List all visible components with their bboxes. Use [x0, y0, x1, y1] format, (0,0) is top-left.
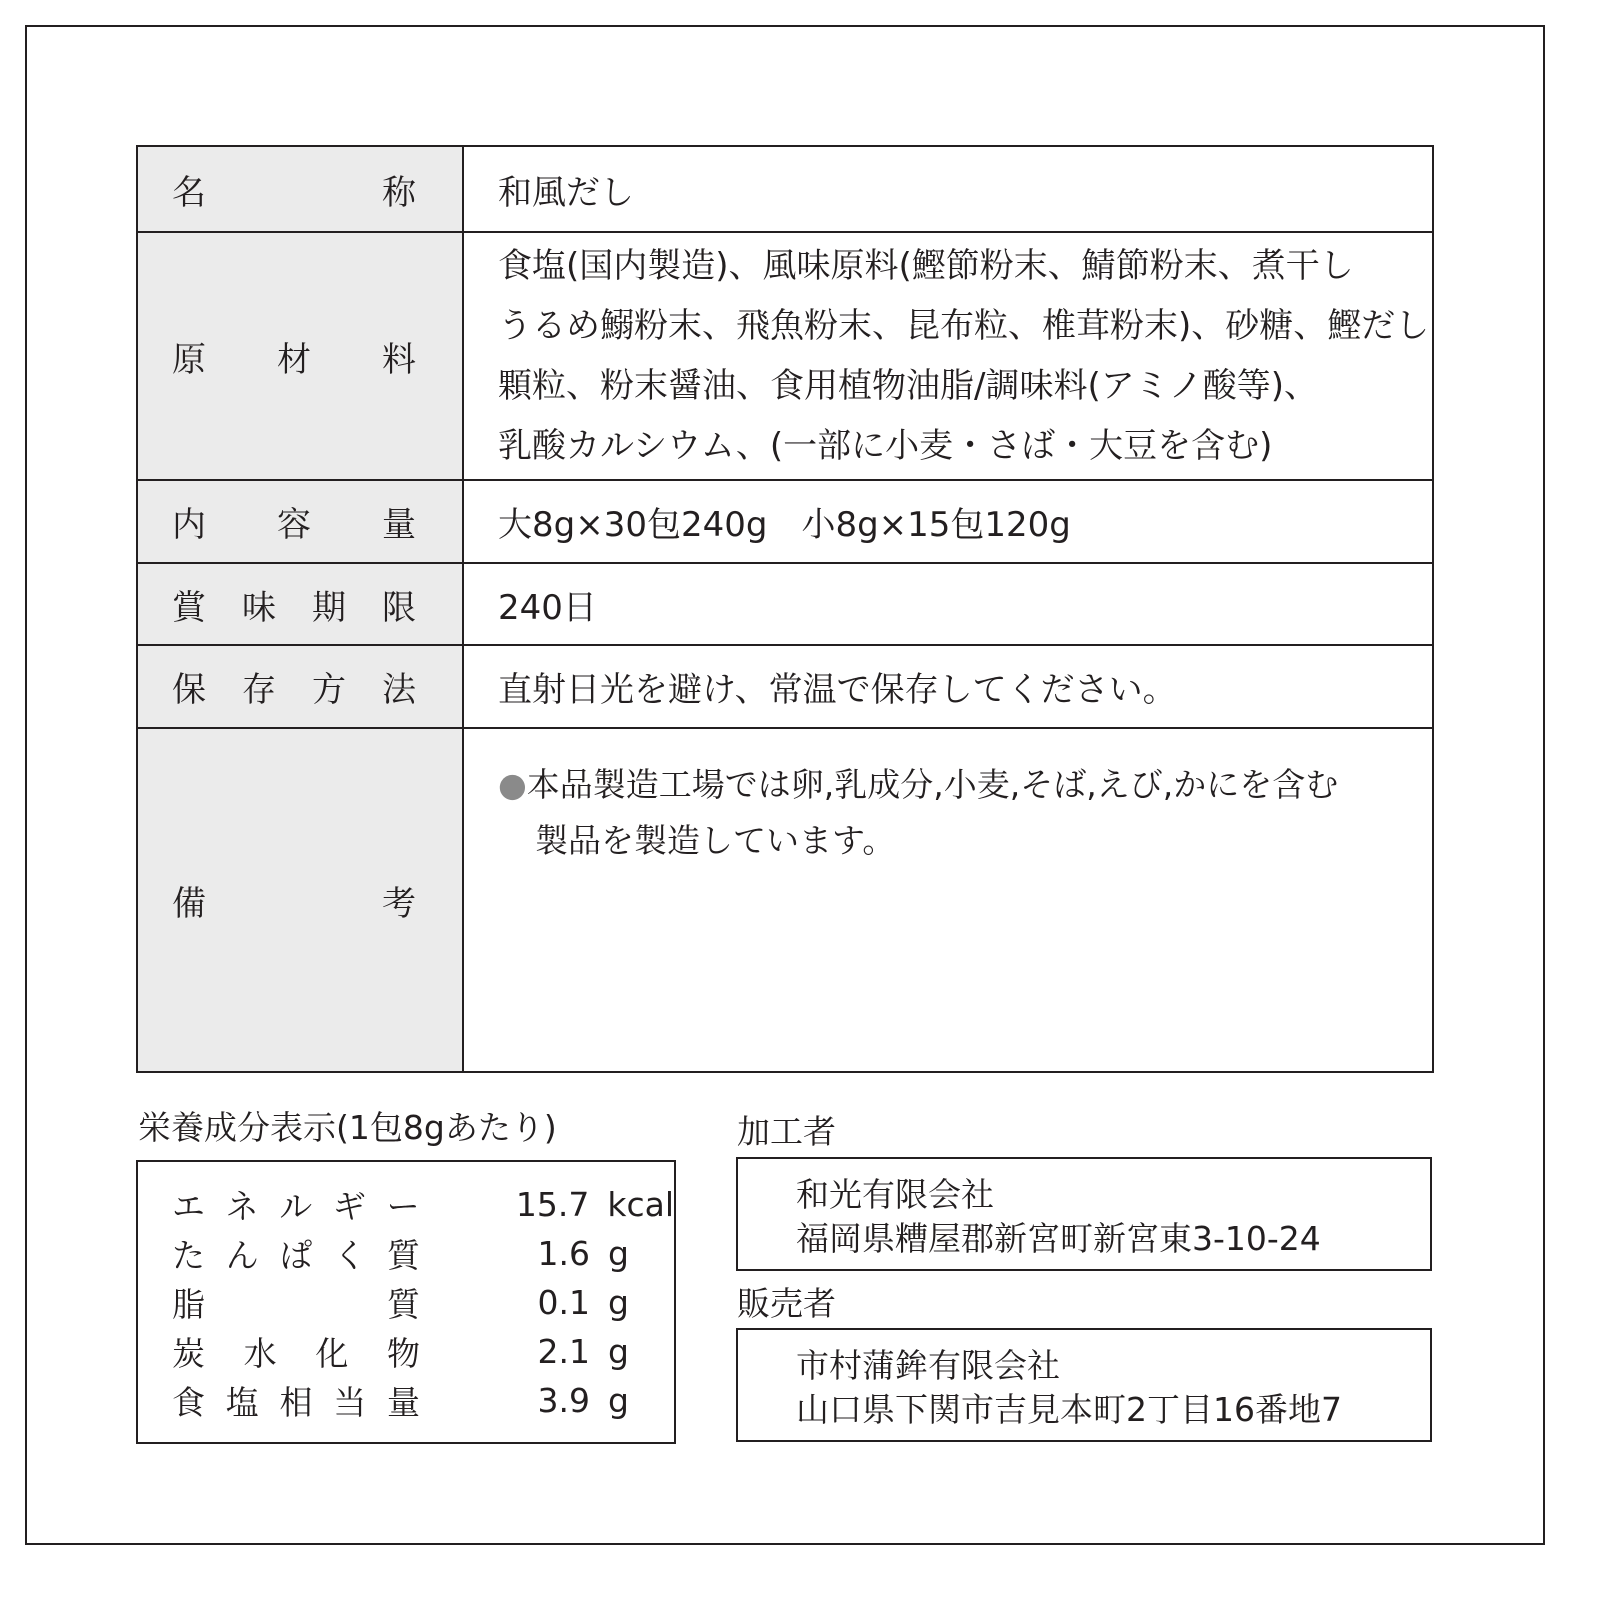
- processor-address: 福岡県糟屋郡新宮町新宮東3-10-24: [796, 1219, 1321, 1258]
- spec-row-storage: [137, 645, 1433, 728]
- label-char: ぱ: [279, 1236, 313, 1275]
- nutrition-label: [172, 1181, 420, 1228]
- ingredients-line: 乳酸カルシウム、(一部に小麦・さば・大豆を含む): [498, 426, 1273, 466]
- label-char: 期: [312, 587, 346, 628]
- ingredients-line: 顆粒、粉末醤油、食用植物油脂/調味料(アミノ酸等)、: [498, 366, 1318, 406]
- spec-label-contents: [137, 480, 463, 563]
- ingredients-line: 食塩(国内製造)、風味原料(鰹節粉末、鯖節粉末、煮干し: [498, 246, 1354, 286]
- label-char: 保: [172, 670, 206, 710]
- nutrition-value: 1.6: [537, 1234, 590, 1273]
- nutrition-row-energy: [138, 1180, 674, 1229]
- spec-value-contents: 大8g×30包240g 小8g×15包120g: [463, 480, 1433, 563]
- label-char: 量: [382, 505, 416, 545]
- nutrition-value: 3.9: [537, 1381, 590, 1420]
- note-line: [498, 757, 1432, 813]
- label-char: 物: [386, 1334, 420, 1373]
- nutrition-value: 2.1: [537, 1332, 590, 1371]
- note-text: 本品製造工場では卵,乳成分,小麦,そば,えび,かにを含む: [526, 765, 1339, 804]
- label-char: 容: [277, 505, 311, 545]
- nutrition-row-salt: [138, 1376, 674, 1425]
- label-char: 考: [382, 883, 416, 924]
- nutrition-table: [136, 1160, 676, 1444]
- label-char: ー: [386, 1187, 420, 1226]
- spec-label-name: [137, 146, 463, 232]
- label-char: ネ: [225, 1187, 259, 1226]
- label-char: ん: [225, 1236, 259, 1275]
- nutrition-label: [172, 1279, 420, 1326]
- label-char: ル: [279, 1187, 313, 1226]
- label-char: 量: [387, 1383, 420, 1422]
- label-char: 名: [172, 172, 206, 213]
- label-char: 相: [279, 1383, 313, 1422]
- nutrition-unit: g: [608, 1381, 629, 1420]
- spec-value-storage: 直射日光を避け、常温で保存してください。: [463, 645, 1433, 728]
- nutrition-row-protein: [138, 1229, 674, 1278]
- spec-row-notes: [137, 728, 1433, 1072]
- processor-title: 加工者: [737, 1112, 836, 1151]
- nutrition-value: 15.7: [515, 1185, 590, 1224]
- label-char: 水: [243, 1334, 277, 1373]
- nutrition-unit: g: [608, 1332, 629, 1371]
- ingredients-line: うるめ鰯粉末、飛魚粉末、昆布粒、椎茸粉末)、砂糖、鰹だし: [498, 306, 1430, 346]
- nutrition-label: [172, 1377, 420, 1424]
- label-char: 質: [387, 1285, 420, 1324]
- label-char: 当: [333, 1383, 367, 1422]
- spec-label-ingredients: [137, 232, 463, 480]
- label-char: エ: [172, 1187, 205, 1226]
- label-char: く: [333, 1236, 367, 1275]
- label-char: 原: [172, 339, 206, 380]
- nutrition-unit: kcal: [607, 1185, 674, 1224]
- label-char: 食: [172, 1383, 205, 1422]
- label-char: 化: [315, 1334, 349, 1373]
- label-char: 質: [387, 1236, 420, 1275]
- seller-title: 販売者: [737, 1284, 836, 1323]
- processor-name: 和光有限会社: [796, 1175, 994, 1214]
- spec-row-ingredients: [137, 232, 1433, 480]
- seller-box: [736, 1328, 1432, 1442]
- bullet-icon: ●: [498, 765, 527, 804]
- product-spec-table: [136, 145, 1434, 1073]
- label-char: 料: [382, 339, 416, 380]
- nutrition-row-carbohydrate: [138, 1327, 674, 1376]
- nutrition-label: [172, 1328, 420, 1375]
- seller-name: 市村蒲鉾有限会社: [796, 1346, 1060, 1385]
- label-char: 備: [172, 883, 206, 924]
- label-char: 法: [382, 670, 416, 710]
- spec-value-expiry: 240日: [463, 563, 1433, 645]
- spec-row-expiry: [137, 563, 1433, 645]
- label-char: 賞: [172, 587, 206, 628]
- nutrition-title: 栄養成分表示(1包8gあたり): [138, 1108, 557, 1147]
- spec-label-notes: [137, 728, 463, 1072]
- label-char: 炭: [172, 1334, 205, 1373]
- spec-value-notes: [463, 728, 1433, 1072]
- label-char: 塩: [225, 1383, 259, 1422]
- seller-address: 山口県下関市吉見本町2丁目16番地7: [796, 1390, 1342, 1429]
- label-char: 存: [242, 670, 276, 710]
- nutrition-label: [172, 1230, 420, 1277]
- nutrition-value: 0.1: [537, 1283, 590, 1322]
- label-char: 味: [242, 587, 276, 628]
- label-char: 内: [172, 505, 206, 545]
- label-char: 材: [277, 339, 311, 380]
- spec-label-storage: [137, 645, 463, 728]
- label-char: 方: [312, 670, 346, 710]
- spec-value-ingredients: [463, 232, 1433, 480]
- nutrition-unit: g: [608, 1283, 629, 1322]
- label-char: ギ: [332, 1187, 366, 1226]
- processor-box: [736, 1157, 1432, 1271]
- spec-row-name: [137, 146, 1433, 232]
- label-char: 脂: [172, 1285, 205, 1324]
- label-char: 限: [382, 587, 416, 628]
- nutrition-row-fat: [138, 1278, 674, 1327]
- nutrition-unit: g: [608, 1234, 629, 1273]
- spec-label-expiry: [137, 563, 463, 645]
- spec-row-contents: [137, 480, 1433, 563]
- note-line: 製品を製造しています。: [535, 821, 896, 860]
- spec-value-name: 和風だし: [463, 146, 1433, 232]
- label-char: 称: [382, 172, 416, 213]
- label-char: た: [172, 1236, 205, 1275]
